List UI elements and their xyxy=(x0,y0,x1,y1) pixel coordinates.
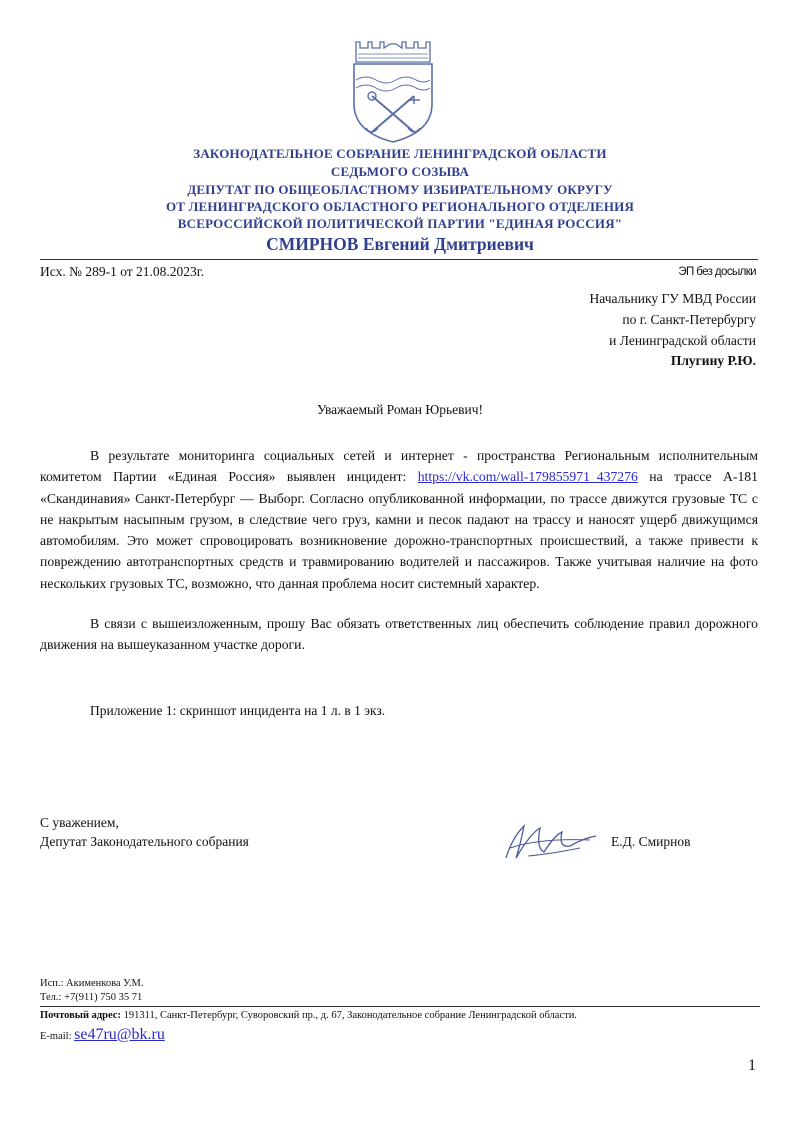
paragraph-1-text-start: В результате мониторинга социальных сетей и интернет - пространства Региональным исполнительным комитетом Партии «Единая Россия» выявлен инцидент: xyxy=(40,448,758,485)
postal-value: 191311, Санкт-Петербург, Суворовский пр., д. 67, Законодательное собрание Ленинградской области. xyxy=(120,1010,577,1021)
header-divider xyxy=(40,259,758,260)
deputy-title-line1: ДЕПУТАТ ПО ОБЩЕОБЛАСТНОМУ ИЗБИРАТЕЛЬНОМУ ОКРУГУ xyxy=(187,182,613,197)
addressee-name: Плугину Р.Ю. xyxy=(670,353,756,368)
executor: Исп.: Акименкова У.М. xyxy=(40,978,144,989)
addressee-line2: по г. Санкт-Петербургу xyxy=(622,312,756,327)
coat-of-arms-icon xyxy=(350,40,436,144)
outgoing-number: Исх. № 289-1 от 21.08.2023г. xyxy=(40,264,205,279)
email-label: E-mail: xyxy=(40,1031,75,1042)
incident-link[interactable]: https://vk.com/wall-179855971_437276 xyxy=(417,469,638,485)
email-line xyxy=(40,1026,165,1044)
postal-address xyxy=(40,1010,577,1021)
org-name-line2: СЕДЬМОГО СОЗЫВА xyxy=(330,164,470,179)
paragraph-1-text-end: на трассе А-181 «Скандинавия» Санкт-Петербург — Выборг. Согласно опубликованной информации, по трассе движутся грузовые ТС с не накрытым насыпным грузом, в следствие чего груз, камни и песок падают на трассу и наносят ущерб движущимся автомобилям. Это может спровоцировать возникновение дорожно-транспортных происшествий, а также привести к повреждению автотранспортных средств и травмированию водителей и пассажиров. Также учитывая наличие на фото нескольких грузовых ТС, возможно, что данная проблема носит системный характер. xyxy=(40,469,758,591)
handwritten-signature xyxy=(500,818,600,864)
postal-label: Почтовый адрес: xyxy=(40,1010,121,1021)
attachment-note: Приложение 1: скриншот инцидента на 1 л. в 1 экз. xyxy=(90,703,386,718)
phone: Тел.: +7(911) 750 35 71 xyxy=(40,992,143,1003)
addressee-line1: Начальнику ГУ МВД России xyxy=(589,291,756,306)
page-number: 1 xyxy=(748,1057,756,1074)
email-link[interactable]: se47ru@bk.ru xyxy=(74,1026,165,1043)
greeting: Уважаемый Роман Юрьевич! xyxy=(316,402,484,417)
closing: С уважением, xyxy=(40,815,119,830)
addressee-line3: и Ленинградской области xyxy=(609,333,756,348)
deputy-title-line3: ВСЕРОССИЙСКОЙ ПОЛИТИЧЕСКОЙ ПАРТИИ "ЕДИНАЯ РОССИЯ" xyxy=(177,216,623,231)
signer-name: Е.Д. Смирнов xyxy=(611,834,691,849)
delivery-stamp: ЭП без досылки xyxy=(678,266,756,278)
deputy-name: СМИРНОВ Евгений Дмитриевич xyxy=(266,234,534,254)
deputy-title-line2: ОТ ЛЕНИНГРАДСКОГО ОБЛАСТНОГО РЕГИОНАЛЬНОГО ОТДЕЛЕНИЯ xyxy=(165,199,635,214)
footer-divider xyxy=(40,1006,760,1007)
body-paragraph-1 xyxy=(40,445,758,594)
body-paragraph-2: В связи с вышеизложенным, прошу Вас обязать ответственных лиц обеспечить соблюдение правил дорожного движения на вышеуказанном участке дороги. xyxy=(40,616,758,653)
signer-position: Депутат Законодательного собрания xyxy=(40,834,249,849)
org-name-line1: ЗАКОНОДАТЕЛЬНОЕ СОБРАНИЕ ЛЕНИНГРАДСКОЙ ОБЛАСТИ xyxy=(193,146,607,161)
